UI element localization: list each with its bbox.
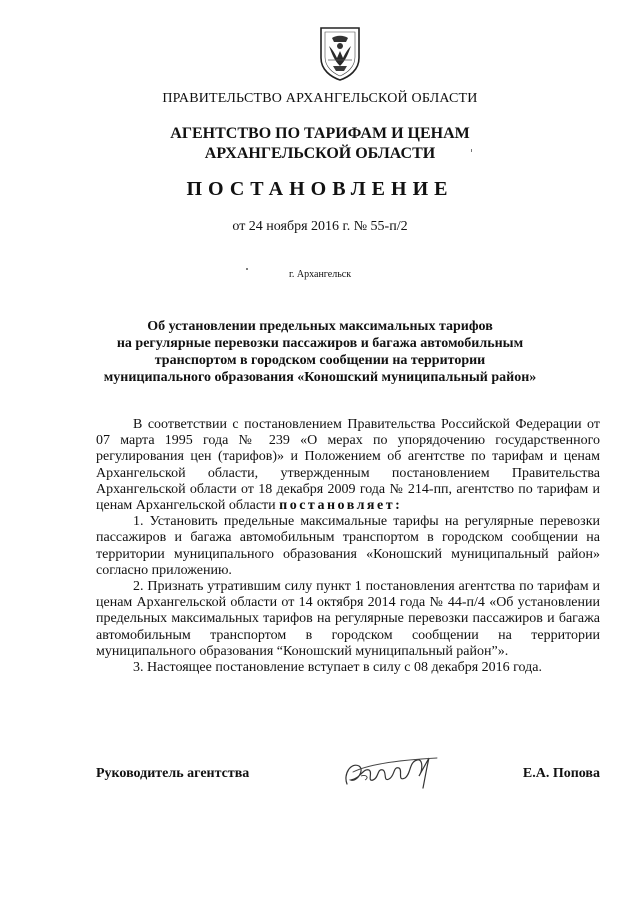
subject-line4: муниципального образования «Коношский муниципальный район» — [103, 370, 537, 385]
item-3: 3. Настоящее постановление вступает в силу с 08 декабря 2016 года. — [133, 660, 542, 676]
government-name: ПРАВИТЕЛЬСТВО АРХАНГЕЛЬСКОЙ ОБЛАСТИ — [162, 91, 478, 106]
subject-line3: транспортом в городском сообщении на территории — [154, 353, 486, 368]
document-body — [96, 417, 600, 676]
agency-name-line1: АГЕНТСТВО ПО ТАРИФАМ И ЦЕНАМ — [170, 125, 470, 142]
item-2: 2. Признать утратившим силу пункт 1 постановления агентства по тарифам и ценам Архангельской области от 14 октября 2014 года № 44-п/4 «Об установлении предельных максимальных тарифов на регулярные перевозки пассажиров и багажа автомобильным транспортом в городском сообщении на территории муниципального образования “Коношский муниципальный район”». — [96, 579, 600, 659]
signature-block — [96, 758, 600, 798]
date-and-number: от 24 ноября 2016 г. № 55-п/2 — [232, 219, 408, 234]
signatory-position: Руководитель агентства — [96, 766, 250, 781]
scan-mark — [471, 149, 472, 152]
coat-of-arms-icon — [315, 24, 365, 82]
subject-line1: Об установлении предельных максимальных тарифов — [147, 319, 493, 334]
item-1: 1. Установить предельные максимальные тарифы на регулярные перевозки пассажиров и багажа автомобильным транспортом в городском сообщении на территории муниципального образования «Коношский муниципальный район» согласно приложению. — [96, 514, 600, 578]
document-subject — [0, 318, 640, 386]
preamble-paragraph — [96, 417, 600, 514]
agency-name — [0, 124, 640, 164]
subject-line2: на регулярные перевозки пассажиров и багажа автомобильным — [116, 336, 524, 351]
city: г. Архангельск — [288, 269, 352, 280]
signatory-name: Е.А. Попова — [522, 766, 600, 781]
agency-name-line2: АРХАНГЕЛЬСКОЙ ОБЛАСТИ — [204, 145, 436, 162]
document-type: ПОСТАНОВЛЕНИЕ — [186, 178, 454, 200]
preamble-text: В соответствии с постановлением Правительства Российской Федерации от 07 марта 1995 года № 239 «О мерах по упорядочению государственного регулирования цен (тарифов)» и Положением об агентстве по тарифам и ценам Архангельской области, утвержденным постановлением Правительства Архангельской области от 18 декабря 2009 года № 214-пп, агентство по тарифам и ценам Архангельской области — [96, 417, 600, 514]
decrees-word: постановляет: — [279, 498, 403, 514]
handwritten-signature-icon — [339, 752, 444, 792]
